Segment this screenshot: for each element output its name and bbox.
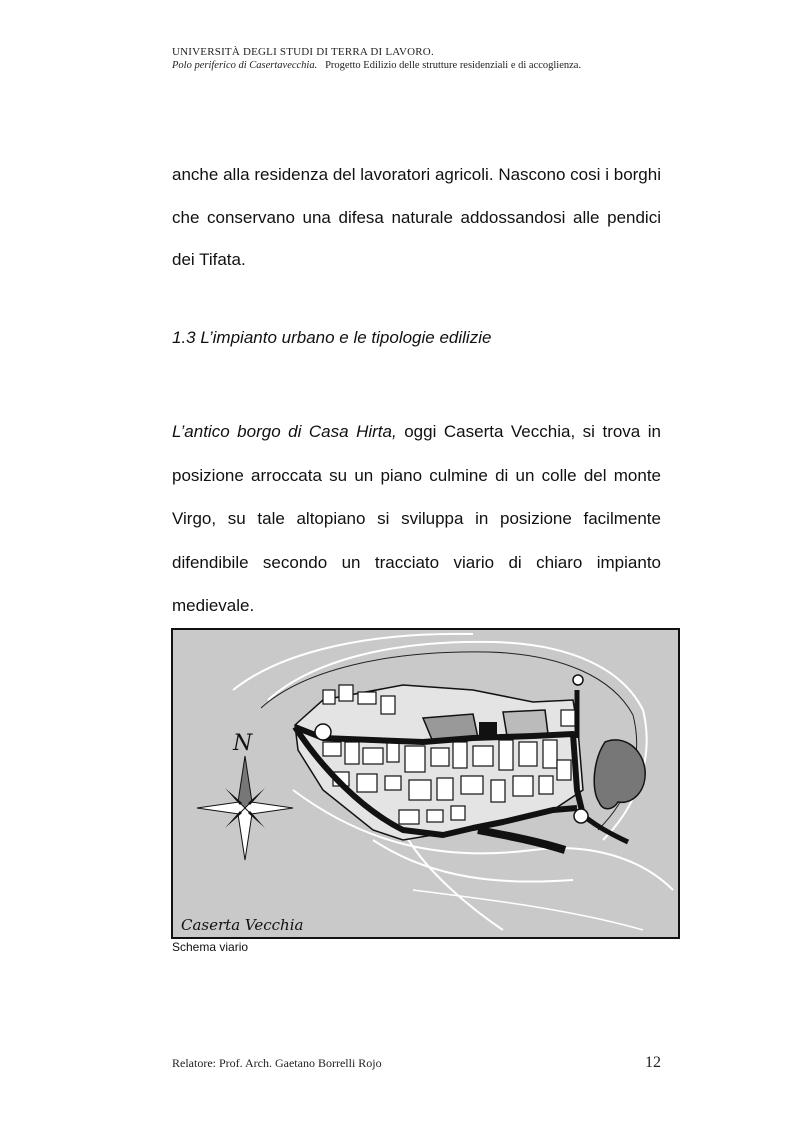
figure-caption: Schema viario [172,940,249,954]
castle-block [503,710,548,736]
piazza-circle [315,724,331,740]
paragraph-1: anche alla residenza del lavoratori agricoli. Nascono cosi i borghi che conservano una difesa naturale addossandosi alle pendici dei Tifata. [172,165,661,269]
header-university: UNIVERSITÀ DEGLI STUDI DI TERRA DI LAVORO. [172,46,434,58]
paragraph-2 [172,410,661,628]
header-project-location: Polo periferico di Casertavecchia. [172,60,318,71]
page-number: 12 [645,1054,661,1071]
contour-line [413,890,643,930]
piazza-circle [573,675,583,685]
contour-line [233,634,473,690]
paragraph-2-italic: L’antico borgo di Casa Hirta, [172,422,397,441]
north-label: N [233,731,253,756]
paragraph-2-text: oggi Caserta Vecchia, si trova in posizione arroccata su un piano culmine di un colle del monte Virgo, su tale altopiano si sviluppa in posizione facilmente difendibile secondo un tracciato viario di chiaro impianto medievale. [172,422,662,615]
castle-keep [594,740,645,809]
header-project-title: Progetto Edilizio delle strutture residenziali e di accoglienza. [325,60,582,71]
street-map-drawing [173,630,678,937]
footer-relatore: Relatore: Prof. Arch. Gaetano Borrelli Rojo [172,1056,382,1070]
compass-rose [197,756,293,860]
map-figure [171,628,680,939]
page-header [172,45,692,73]
section-heading: 1.3 L’impianto urbano e le tipologie edilizie [172,328,492,347]
map-label: Caserta Vecchia [181,916,304,934]
header-project [172,59,692,73]
piazza-circle [574,809,588,823]
main-street [478,830,565,850]
